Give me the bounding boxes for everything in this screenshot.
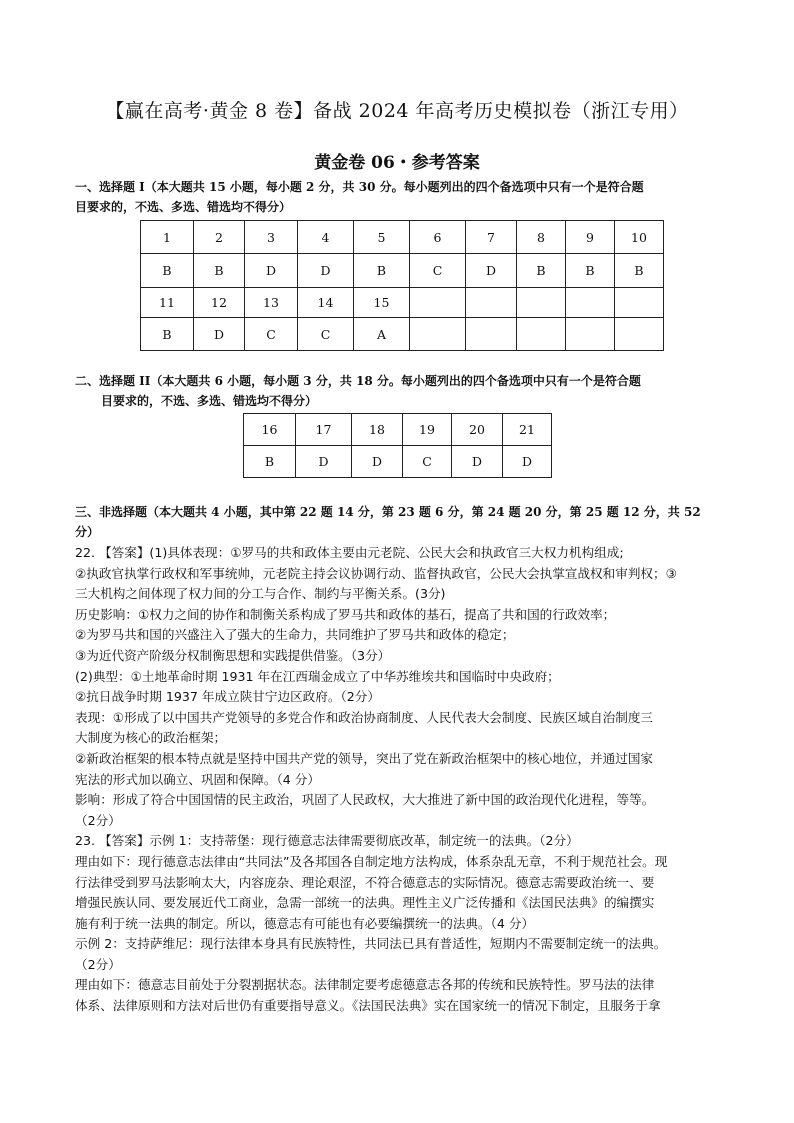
answer-line: ②新政治框架的根本特点就是坚持中国共产党的领导，突出了党在新政治框架中的核心地位，并通过国家 bbox=[75, 750, 654, 766]
section3-heading bbox=[75, 502, 701, 542]
table-cell: 21 bbox=[503, 414, 552, 446]
table-cell bbox=[410, 318, 466, 351]
answer-line: （2分） bbox=[75, 812, 121, 828]
table-cell bbox=[410, 288, 466, 318]
section2-heading bbox=[75, 371, 641, 411]
table-cell: D bbox=[452, 446, 503, 478]
table-cell: 8 bbox=[517, 221, 566, 254]
section2-heading-line1: 二、选择题 II（本大题共 6 小题，每小题 3 分，共 18 分。每小题列出的四个备选项中只有一个是符合题 bbox=[75, 374, 641, 388]
table-cell: B bbox=[194, 254, 245, 288]
table-cell: D bbox=[296, 446, 352, 478]
table-cell bbox=[466, 318, 517, 351]
answer-line: ②执政官执掌行政权和军事统帅，元老院主持会议协调行动、监督执政官，公民大会执掌宣战权和审判权；③ bbox=[75, 565, 677, 581]
document-title: 【赢在高考·黄金 8 卷】备战 2024 年高考历史模拟卷（浙江专用） bbox=[105, 100, 689, 122]
table-cell: B bbox=[517, 254, 566, 288]
answer-table-1 bbox=[140, 220, 664, 351]
table-cell: D bbox=[503, 446, 552, 478]
table-cell: C bbox=[298, 318, 354, 351]
table-cell bbox=[615, 288, 664, 318]
table-cell: 11 bbox=[141, 288, 194, 318]
table-cell: 16 bbox=[244, 414, 296, 446]
table-cell: B bbox=[566, 254, 615, 288]
table-cell: D bbox=[298, 254, 354, 288]
table-cell bbox=[566, 318, 615, 351]
table-cell: B bbox=[244, 446, 296, 478]
answer-line: 历史影响：①权力之间的协作和制衡关系构成了罗马共和政体的基石，提高了共和国的行政效率； bbox=[75, 606, 616, 622]
answer-line: 三大机构之间体现了权力间的分工与合作、制约与平衡关系。(3分) bbox=[75, 586, 446, 602]
table-row bbox=[141, 288, 664, 318]
table-row bbox=[141, 221, 664, 254]
section3-heading-line2: 分） bbox=[75, 525, 100, 539]
answer-line: 表现：①形成了以中国共产党领导的多党合作和政治协商制度、人民代表大会制度、民族区域自治制度三 bbox=[75, 709, 654, 725]
table-cell bbox=[615, 318, 664, 351]
table-cell: 13 bbox=[245, 288, 298, 318]
table-cell: C bbox=[403, 446, 452, 478]
table-cell: D bbox=[245, 254, 298, 288]
answer-table-2 bbox=[243, 413, 552, 478]
table-cell: 9 bbox=[566, 221, 615, 254]
table-cell bbox=[517, 318, 566, 351]
answer-line: 理由如下：德意志目前处于分裂割据状态。法律制定要考虑德意志各邦的传统和民族特性。罗马法的法律 bbox=[75, 977, 655, 993]
table-cell: 2 bbox=[194, 221, 245, 254]
table-cell: A bbox=[354, 318, 410, 351]
table-row bbox=[244, 446, 552, 478]
table-cell: 3 bbox=[245, 221, 298, 254]
table-cell: C bbox=[245, 318, 298, 351]
table-cell: 5 bbox=[354, 221, 410, 254]
table-cell: 6 bbox=[410, 221, 466, 254]
table-cell: 12 bbox=[194, 288, 245, 318]
table-cell bbox=[566, 288, 615, 318]
answer-line: 施有利于统一法典的制定。所以，德意志有可能也有必要编撰统一的法典。（4 分） bbox=[75, 915, 535, 931]
answer-line: （2分） bbox=[75, 956, 121, 972]
section1-heading-line2: 目要求的，不选、多选、错选均不得分） bbox=[75, 200, 292, 214]
table-cell: 7 bbox=[466, 221, 517, 254]
answer-line: 增强民族认同、要发展近代工商业，急需一部统一的法典。理性主义广泛传播和《法国民法典》的编撰实 bbox=[75, 895, 655, 911]
table-cell bbox=[517, 288, 566, 318]
table-cell: 1 bbox=[141, 221, 194, 254]
section1-heading-line1: 一、选择题 I（本大题共 15 小题，每小题 2 分，共 30 分。每小题列出的四个备选项中只有一个是符合题 bbox=[75, 180, 644, 194]
answer-line: ②抗日战争时期 1937 年成立陕甘宁边区政府。（2分） bbox=[75, 689, 380, 705]
section1-heading bbox=[75, 177, 644, 217]
answer-line: 理由如下：现行德意志法律由“共同法”及各邦国各自制定地方法构成，体系杂乱无章，不利于规范社会。现 bbox=[75, 853, 668, 869]
table-cell: B bbox=[354, 254, 410, 288]
answer-line: 影响：形成了符合中国国情的民主政治，巩固了人民政权，大大推进了新中国的政治现代化进程，等等。 bbox=[75, 792, 655, 808]
table-cell: D bbox=[194, 318, 245, 351]
section3-heading-line1: 三、非选择题（本大题共 4 小题，其中第 22 题 14 分，第 23 题 6 分，第 24 题 20 分，第 25 题 12 分，共 52 bbox=[75, 505, 701, 519]
answer-line: 22. 【答案】(1)具体表现：①罗马的共和政体主要由元老院、公民大会和执政官三大权力机构组成; bbox=[75, 545, 624, 560]
answer-line: (2)典型：①土地革命时期 1931 年在江西瑞金成立了中华苏维埃共和国临时中央政府； bbox=[75, 668, 560, 684]
table-row bbox=[141, 254, 664, 288]
table-cell: 4 bbox=[298, 221, 354, 254]
table-cell: 20 bbox=[452, 414, 503, 446]
answer-line: 宪法的形式加以确立、巩固和保障。（4 分） bbox=[75, 771, 320, 787]
table-cell: 18 bbox=[352, 414, 403, 446]
table-cell: D bbox=[352, 446, 403, 478]
answer-line: ③为近代资产阶级分权制衡思想和实践提供借鉴。（3分） bbox=[75, 647, 391, 663]
table-cell: 14 bbox=[298, 288, 354, 318]
answer-line: 示例 2：支持萨维尼：现行法律本身具有民族特性，共同法已具有普适性，短期内不需要制定统一的法典。 bbox=[75, 936, 667, 952]
table-cell: C bbox=[410, 254, 466, 288]
table-cell: 19 bbox=[403, 414, 452, 446]
answer-body bbox=[75, 543, 755, 1017]
document-subtitle: 黄金卷 06・参考答案 bbox=[314, 153, 480, 173]
table-cell: 10 bbox=[615, 221, 664, 254]
table-cell: B bbox=[141, 318, 194, 351]
table-cell: B bbox=[141, 254, 194, 288]
answer-line: 体系、法律原则和方法对后世仍有重要指导意义。《法国民法典》实在国家统一的情况下制定，且服务于拿 bbox=[75, 998, 661, 1014]
answer-line: 行法律受到罗马法影响太大，内容庞杂、理论艰涩，不符合德意志的实际情况。德意志需要政治统一、要 bbox=[75, 874, 655, 890]
table-cell: B bbox=[615, 254, 664, 288]
table-row bbox=[244, 414, 552, 446]
answer-line: ②为罗马共和国的兴盛注入了强大的生命力，共同维护了罗马共和政体的稳定； bbox=[75, 627, 515, 643]
section2-heading-line2: 目要求的，不选、多选、错选均不得分） bbox=[101, 394, 318, 408]
table-cell: 15 bbox=[354, 288, 410, 318]
table-cell bbox=[466, 288, 517, 318]
answer-line: 23. 【答案】示例 1：支持蒂堡：现行德意志法律需要彻底改革，制定统一的法典。（2分） bbox=[75, 833, 579, 849]
table-cell: D bbox=[466, 254, 517, 288]
table-cell: 17 bbox=[296, 414, 352, 446]
answer-line: 大制度为核心的政治框架； bbox=[75, 730, 227, 746]
table-row bbox=[141, 318, 664, 351]
